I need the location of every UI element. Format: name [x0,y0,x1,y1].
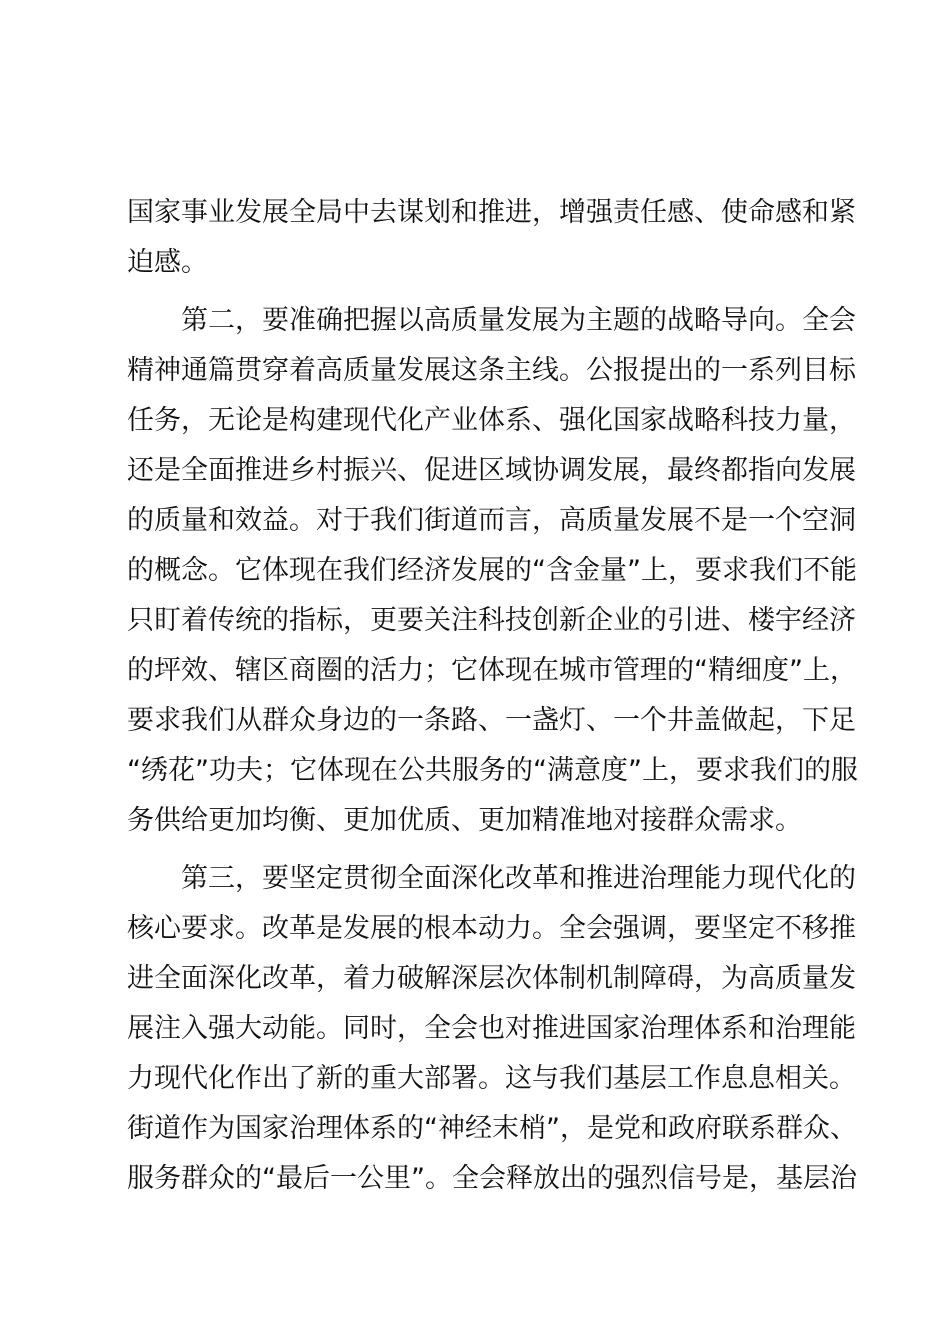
paragraph-2 [127,296,858,846]
text-line: 要求我们从群众身边的一条路、一盏灯、一个井盖做起，下足 [127,705,856,736]
text-line: 第二，要准确把握以高质量发展为主题的战略导向。全会 [181,305,856,336]
text-line: 务供给更加均衡、更加优质、更加精准地对接群众需求。 [127,805,802,836]
text-line: 展注入强大动能。同时，全会也对推进国家治理体系和治理能 [127,1013,856,1044]
text-line: 的质量和效益。对于我们街道而言，高质量发展不是一个空洞 [127,505,856,536]
text-line: 国家事业发展全局中去谋划和推进，增强责任感、使命感和紧 [127,197,856,228]
text-line: 只盯着传统的指标，更要关注科技创新企业的引进、楼宇经济 [127,605,856,636]
text-line: 任务，无论是构建现代化产业体系、强化国家战略科技力量， [127,405,856,436]
document-body [127,188,858,1204]
text-line: 的概念。它体现在我们经济发展的“含金量”上，要求我们不能 [127,555,857,586]
text-line: 进全面深化改革，着力破解深层次体制机制障碍，为高质量发 [127,963,856,994]
text-line: 服务群众的“最后一公里”。全会释放出的强烈信号是，基层治 [127,1163,857,1194]
text-line: 力现代化作出了新的重大部署。这与我们基层工作息息相关。 [127,1063,856,1094]
text-line: “绣花”功夫；它体现在公共服务的“满意度”上，要求我们的服 [127,755,858,786]
text-line: 街道作为国家治理体系的“神经末梢”，是党和政府联系群众、 [127,1113,857,1144]
text-line: 精神通篇贯穿着高质量发展这条主线。公报提出的一系列目标 [127,355,856,386]
text-line: 迫感。 [127,247,208,278]
text-line: 第三，要坚定贯彻全面深化改革和推进治理能力现代化的 [181,863,856,894]
text-line: 还是全面推进乡村振兴、促进区域协调发展，最终都指向发展 [127,455,856,486]
paragraph-1 [127,188,856,288]
paragraph-3 [127,854,857,1204]
text-line: 的坪效、辖区商圈的活力；它体现在城市管理的“精细度”上， [127,655,857,686]
text-line: 核心要求。改革是发展的根本动力。全会强调，要坚定不移推 [127,913,856,944]
